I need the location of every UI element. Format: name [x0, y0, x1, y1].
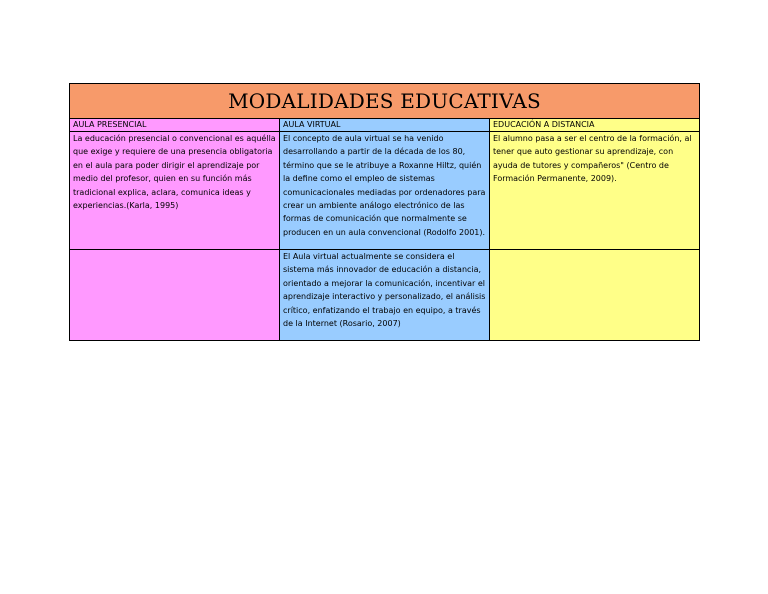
table-title-row — [70, 84, 699, 119]
cell-presencial-2 — [70, 250, 280, 340]
header-aula-presencial: AULA PRESENCIAL — [70, 119, 280, 132]
cell-distancia-1: El alumno pasa a ser el centro de la formación, al tener que auto gestionar su aprendizaje, con ayuda de tutores y compañeros" (Centro de Formación Permanente, 2009). — [490, 132, 699, 250]
cell-virtual-1: El concepto de aula virtual se ha venido desarrollando a partir de la década de los 80, término que se le atribuye a Roxanne Hiltz, quién la define como el empleo de sistemas comunicacionales mediadas por ordenadores para crear un ambiente análogo electrónico de las formas de comunicación que normalmente se producen en un aula convencional (Rodolfo 2001). — [280, 132, 490, 250]
cell-distancia-2 — [490, 250, 699, 340]
modalidades-table — [69, 83, 700, 341]
cell-virtual-2: El Aula virtual actualmente se considera el sistema más innovador de educación a distancia, orientado a mejorar la comunicación, incentivar el aprendizaje interactivo y personalizado, el análisis crítico, enfatizando el trabajo en equipo, a través de la Internet (Rosario, 2007) — [280, 250, 490, 340]
table-grid — [70, 119, 699, 340]
header-aula-virtual: AULA VIRTUAL — [280, 119, 490, 132]
table-title: MODALIDADES EDUCATIVAS — [228, 89, 541, 113]
cell-presencial-1: La educación presencial o convencional es aquélla que exige y requiere de una presencia obligatoria en el aula para poder dirigir el aprendizaje por medio del profesor, quien en su función más tradicional explica, aclara, comunica ideas y experiencias.(Karla, 1995) — [70, 132, 280, 250]
header-educacion-distancia: EDUCACIÓN A DISTANCIA — [490, 119, 699, 132]
